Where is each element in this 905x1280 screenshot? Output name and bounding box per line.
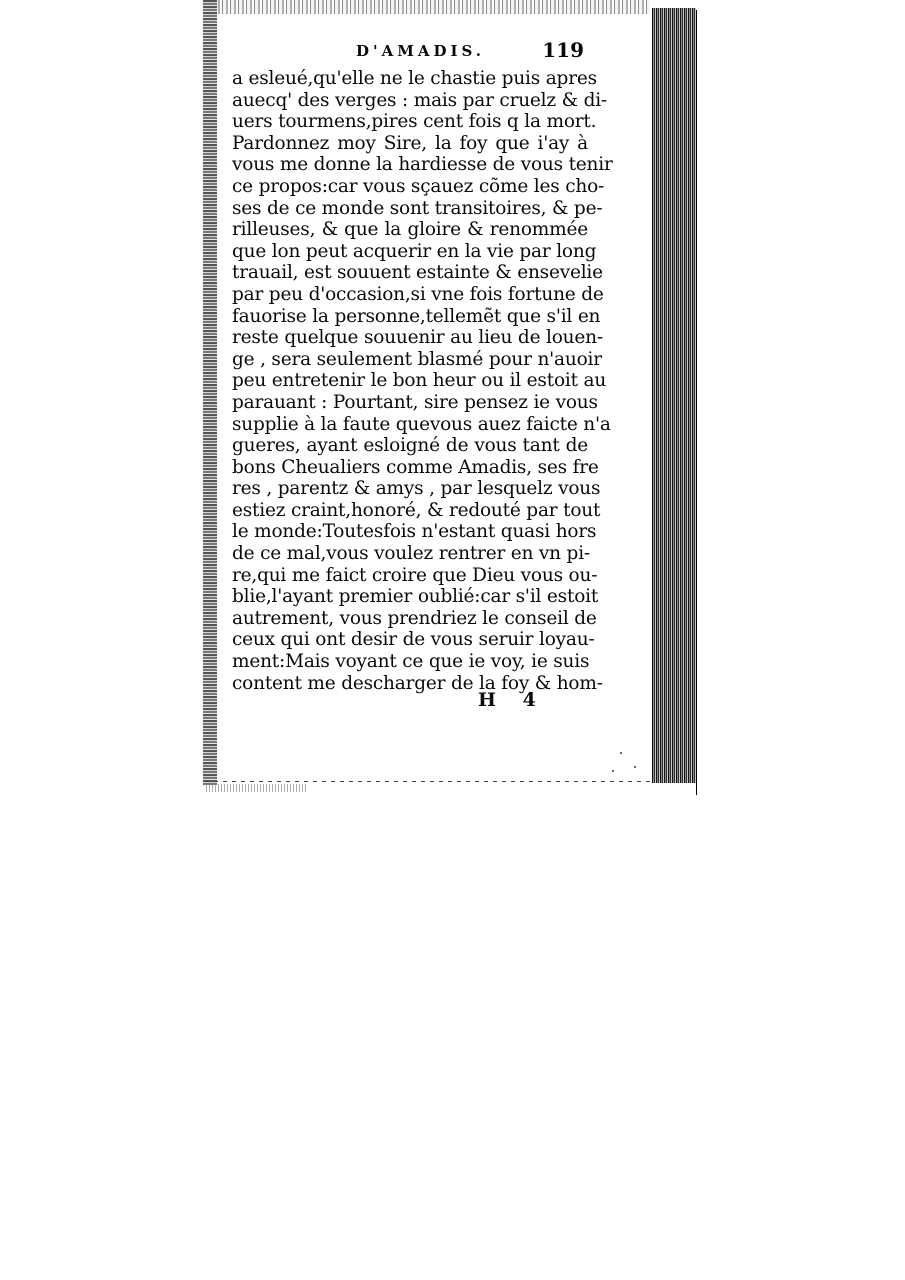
text-line: le monde:Toutesfois n'estant quasi hors xyxy=(232,521,597,543)
text-line: bons Cheualiers comme Amadis, ses fre xyxy=(232,456,599,478)
text-line: parauant : Pourtant, sire pensez ie vous xyxy=(232,391,598,413)
page-header xyxy=(232,38,588,68)
book-page xyxy=(232,38,613,711)
text-line: ceux qui ont desir de vous seruir loyau- xyxy=(232,629,595,651)
text-line: ge , sera seulement blasmé pour n'auoir xyxy=(232,348,602,370)
text-line: que lon peut acquerir en la vie par long xyxy=(232,240,597,262)
text-line: content me descharger de la foy & hom- xyxy=(232,672,603,694)
scan-border-line xyxy=(696,10,697,795)
text-line: fauorise la personne,tellemẽt que s'il en xyxy=(232,305,601,327)
ink-speck xyxy=(612,770,614,772)
text-line: res , parentz & amys , par lesquelz vous xyxy=(232,478,601,500)
page-number: 119 xyxy=(542,38,584,62)
text-line: ment:Mais voyant ce que ie voy, ie suis xyxy=(232,651,590,673)
page-top-edge xyxy=(210,0,650,14)
text-line: par peu d'occasion,si vne fois fortune de xyxy=(232,283,604,305)
text-line: a esleué,qu'elle ne le chastie puis apres xyxy=(232,68,597,89)
text-line: peu entretenir le bon heur ou il estoit au xyxy=(232,370,607,392)
text-line: Pardonnez moy Sire, la foy que i'ay à xyxy=(232,132,588,154)
scan-smudge xyxy=(206,784,306,792)
text-line: gueres, ayant esloigné de vous tant de xyxy=(232,435,588,457)
ink-speck xyxy=(634,766,636,768)
ink-speck xyxy=(620,752,622,754)
running-head: D'AMADIS. xyxy=(356,42,486,60)
text-line: supplie à la faute quevous auez faicte n'a xyxy=(232,413,611,435)
text-line: uers tourmens,pires cent fois q la mort. xyxy=(232,111,597,133)
text-line: rilleuses, & que la gloire & renommée xyxy=(232,219,588,241)
text-line: autrement, vous prendriez le conseil de xyxy=(232,607,597,629)
body-text xyxy=(232,68,613,694)
text-line: auecq' des verges : mais par cruelz & di- xyxy=(232,89,607,111)
book-fore-edge xyxy=(652,8,696,783)
text-line: vous me donne la hardiesse de vous tenir xyxy=(232,154,613,176)
page-bottom-edge xyxy=(205,781,655,782)
page-left-edge xyxy=(203,0,217,785)
text-line: reste quelque souuenir au lieu de louen- xyxy=(232,327,603,349)
text-line: ce propos:car vous sçauez cõme les cho- xyxy=(232,175,605,197)
text-line: trauail, est souuent estainte & ensevelie xyxy=(232,262,603,284)
text-line: re,qui me faict croire que Dieu vous ou- xyxy=(232,564,598,586)
text-line: ses de ce monde sont transitoires, & pe- xyxy=(232,197,603,219)
signature-mark: H 4 xyxy=(478,689,546,711)
text-line: blie,l'ayant premier oublié:car s'il estoit xyxy=(232,586,599,608)
text-line: estiez craint,honoré, & redouté par tout xyxy=(232,499,601,521)
text-line: de ce mal,vous voulez rentrer en vn pi- xyxy=(232,543,590,565)
